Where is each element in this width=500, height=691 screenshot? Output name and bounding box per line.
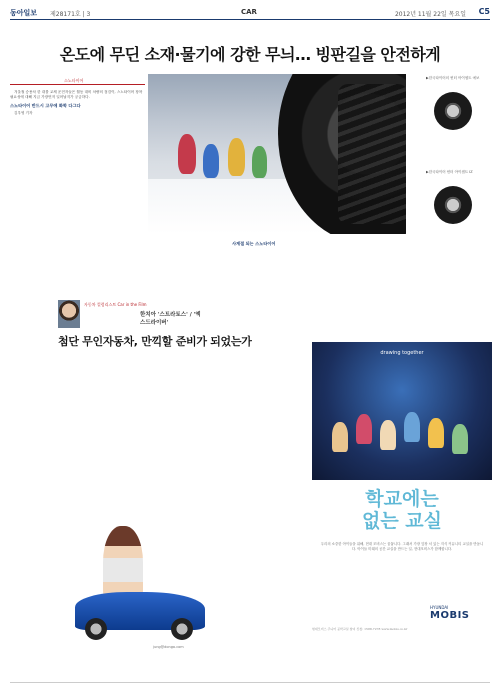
tire-product-1 [434,92,472,130]
ad-footer: 현대모비스 주니어 공학교실 참여 신청: 1588-7278 www.mobis.co.kr [312,627,408,631]
car-article-col3 [232,355,308,655]
ad-title-line1: 학교에는 [365,488,439,510]
child-figure [228,138,245,176]
tire-product-2 [434,186,472,224]
issue-number: 제28171호 | 3 [50,11,91,18]
page-number: C5 [478,7,490,16]
tire-tread [338,84,406,224]
tire-article-col3 [232,238,312,300]
columnist-block [58,300,203,328]
ad-kicker: drawing together [380,350,424,356]
footer-rule [10,682,490,683]
child-figure [380,420,396,450]
child-figure [203,144,219,178]
tire-article-body [10,90,145,300]
child-figure [404,412,420,442]
illustration-caption: jung@donga.com [153,645,184,649]
mobis-logo: MOBIS [430,610,470,621]
article-lead: 겨울철 승용차 한 대를 교체 운전자들은 월동 대비 차량의 점검이, 스노타이어 장착 필요성에 대해 지금 가장먼저 일어날지가 궁금하다. [10,90,143,100]
ad-copy: 우리의 소중한 아이들을 위해, 현대 모비스는 꿈꿉니다. 그래서 가장 앞장 서 있는 지식 커뮤니티 교실을 만듭니다. 아이들 미래의 공간 교실을 만드는 일, 현대모비스가 함께합니다. [320,542,484,551]
car-article-col1 [58,355,140,520]
child-figure [178,134,196,174]
ad-title-line2: 없는 교실 [361,510,443,532]
main-headline: 온도에 무딘 소재·물기에 강한 무늬… 빙판길을 안전하게 [59,45,441,64]
car-illustration [63,522,213,642]
article-kicker: 스노타이어 [64,78,84,83]
column-tag: 자동차 컬럼리스트 Car in the Film [84,302,147,307]
tire-article-col2 [148,238,228,300]
child-figure [356,414,372,444]
car-wheel [171,618,193,640]
divider [10,84,145,85]
article-subhead: 스노타이어 반드시 고무에 화학 다그다 [10,103,81,109]
article-byline: 김우영 기자 [14,110,33,115]
tire-article-col5 [406,238,490,300]
tire-article-col4 [316,238,402,300]
secondary-headline: 첨단 무인자동차, 만끽할 준비가 되었는가 [58,335,252,348]
section-name: CAR [241,8,257,16]
child-figure [252,146,267,178]
car-wheel [85,618,107,640]
winter-tire-photo [148,74,406,234]
mobis-advertisement [312,342,492,652]
columnist-name: 한치아 '스트라토스' / '엑스드라이버' [140,312,201,326]
ad-title [312,488,492,532]
ad-logo-sub: HYUNDAI [430,605,449,610]
child-figure [332,422,348,452]
child-figure [452,424,468,454]
columnist-photo [58,300,80,328]
car-article-col2 [145,355,227,520]
tire-caption-1: ▶한국타이어의 윈터 아이셉트 에보 [426,76,480,80]
middle-subhead: 사계절 되는 스노타이어 [232,241,276,246]
issue-date: 2012년 11월 22일 목요일 [394,11,466,18]
newspaper-name: 동아일보 [10,9,38,17]
ad-classroom-photo [312,342,492,480]
child-figure [428,418,444,448]
tire-caption-2: ▶한국타이어 윈터 아이셉트 IZ [426,170,473,174]
page-header [10,6,490,20]
